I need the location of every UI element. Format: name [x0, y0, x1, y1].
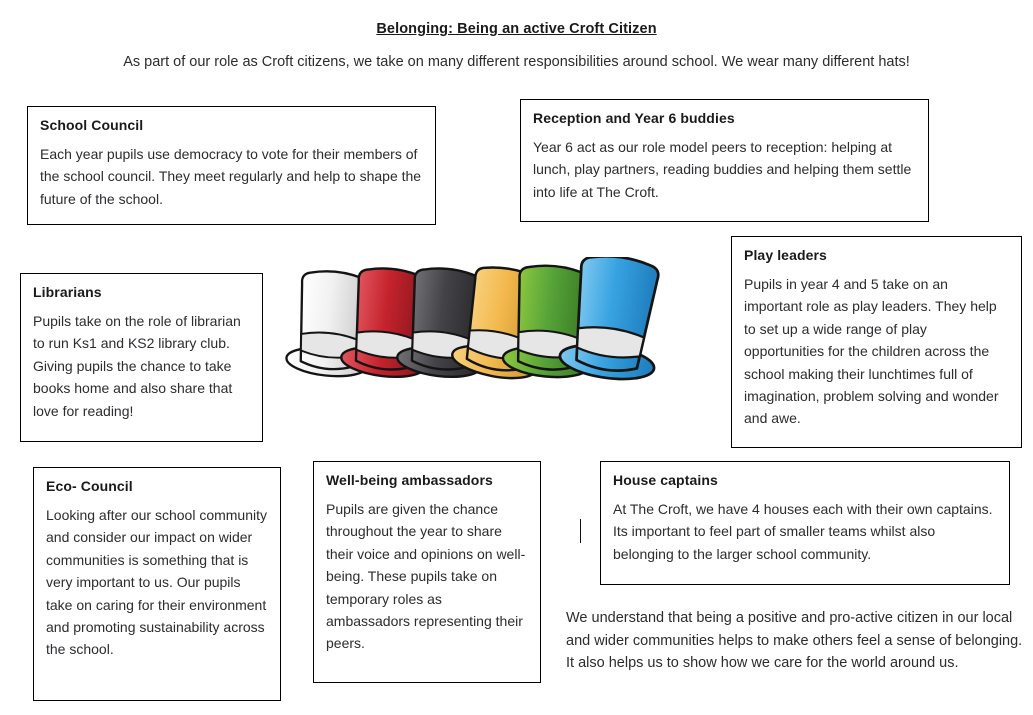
role-box-librarians: [20, 273, 263, 442]
role-box-title: Well-being ambassadors: [326, 472, 493, 488]
role-box-body: Looking after our school community and consider our impact on wider communities is something that is very important to us. Our pupils take on caring for their environment and promoting sustainability across the school.: [46, 507, 267, 658]
top-hats-image: [283, 257, 693, 389]
role-box-title: House captains: [613, 472, 718, 488]
role-box-body: At The Croft, we have 4 houses each with their own captains. Its important to feel part of smaller teams whilst also belonging to the larger school community.: [613, 501, 993, 562]
role-box-body: Each year pupils use democracy to vote for their members of the school council. They meet regularly and help to shape the future of the school.: [40, 146, 422, 207]
role-box-body: Pupils in year 4 and 5 take on an important role as play leaders. They help to set up a wide range of play opportunities for the children across the school making their lunchtimes full of imagination, problem solving and wonder and awe.: [744, 276, 999, 427]
page-subtitle: As part of our role as Croft citizens, we take on many different responsibilities around school. We wear many different hats!: [123, 54, 910, 70]
role-box-wellbeing-ambassadors: [313, 461, 541, 683]
role-box-house-captains: [600, 461, 1010, 585]
role-box-body: Pupils take on the role of librarian to run Ks1 and KS2 library club. Giving pupils the chance to take books home and also share that love for reading!: [33, 313, 241, 419]
page-title: Belonging: Being an active Croft Citizen: [376, 21, 657, 37]
stray-vertical-line: [580, 519, 581, 543]
role-box-title: School Council: [40, 117, 144, 133]
role-box-title: Librarians: [33, 284, 102, 300]
role-box-eco-council: [33, 467, 281, 701]
closing-paragraph: We understand that being a positive and pro-active citizen in our local and wider communities helps to make others feel a sense of belonging. It also helps us to show how we care for the world around us.: [566, 610, 1023, 672]
role-box-body: Year 6 act as our role model peers to reception: helping at lunch, play partners, reading buddies and helping them settle into life at The Croft.: [533, 139, 912, 200]
role-box-title: Eco- Council: [46, 478, 133, 494]
role-box-title: Play leaders: [744, 247, 827, 263]
role-box-body: Pupils are given the chance throughout the year to share their voice and opinions on well-being. These pupils take on temporary roles as ambassadors representing their peers.: [326, 501, 526, 652]
role-box-play-leaders: [731, 236, 1022, 448]
role-box-title: Reception and Year 6 buddies: [533, 110, 735, 126]
role-box-school-council: [27, 106, 436, 225]
top-hats-illustration: [283, 257, 693, 389]
role-box-reception-buddies: [520, 99, 929, 222]
